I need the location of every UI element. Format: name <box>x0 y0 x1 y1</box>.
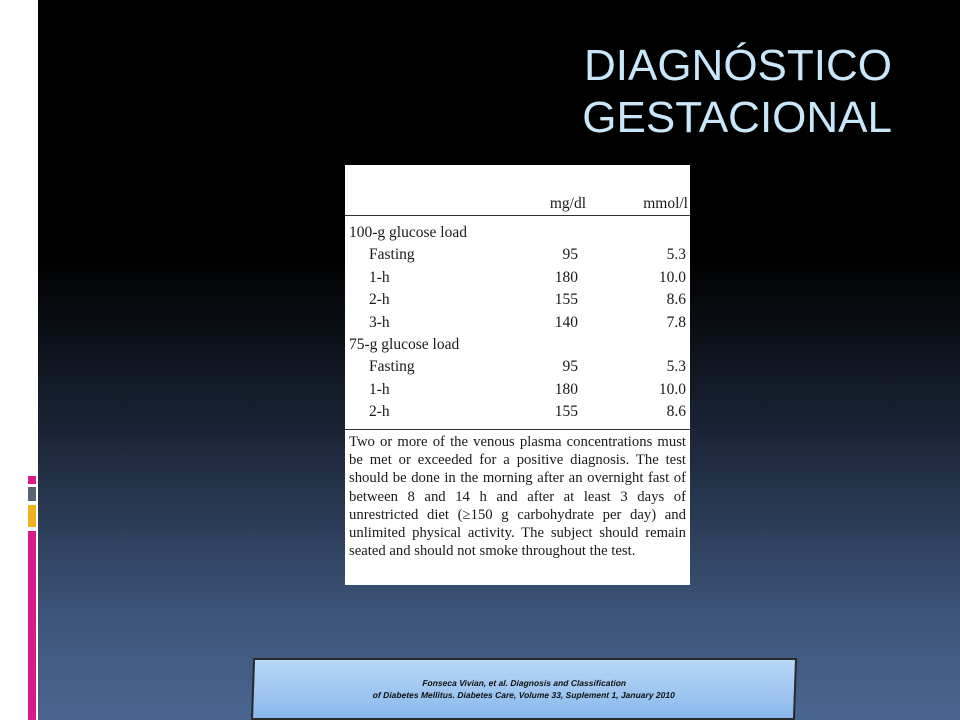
row-mmoll: 5.3 <box>666 358 686 376</box>
citation-line1: Fonseca Vivian, et al. Diagnosis and Classification <box>422 678 627 688</box>
table-row <box>345 334 690 356</box>
column-header-mgdl: mg/dl <box>549 195 586 212</box>
table-row <box>345 379 690 401</box>
row-label: 3-h <box>369 313 390 331</box>
table-row <box>345 222 690 244</box>
row-mmoll: 8.6 <box>666 291 686 309</box>
citation-banner <box>251 658 797 720</box>
row-mgdl: 180 <box>554 380 578 398</box>
row-mgdl: 155 <box>554 403 578 421</box>
citation-line2: of Diabetes Mellitus. Diabetes Care, Volume 33, Suplement 1, January 2010 <box>372 690 675 700</box>
slide-title <box>372 40 892 144</box>
glucose-criteria-table <box>345 165 690 585</box>
row-mgdl: 140 <box>554 313 578 331</box>
table-row <box>345 312 690 334</box>
row-label: Fasting <box>369 358 415 376</box>
row-mgdl: 95 <box>562 246 578 264</box>
table-row <box>345 267 690 289</box>
row-label: 2-h <box>369 291 390 309</box>
slide-title-line1: DIAGNÓSTICO <box>583 41 892 90</box>
row-label: 1-h <box>369 268 390 286</box>
row-mmoll: 8.6 <box>666 403 686 421</box>
row-label: 1-h <box>369 380 390 398</box>
row-mmoll: 10.0 <box>658 380 686 398</box>
accent-stripe-gray <box>28 487 36 501</box>
accent-stripe-pink-small <box>28 476 36 484</box>
column-header-mmoll: mmol/l <box>643 195 688 212</box>
row-mgdl: 180 <box>554 268 578 286</box>
slide-title-line2: GESTACIONAL <box>582 93 892 142</box>
row-label: 100-g glucose load <box>349 224 467 241</box>
table-row <box>345 356 690 378</box>
table-divider <box>345 429 690 430</box>
row-label: Fasting <box>369 246 415 264</box>
table-row <box>345 244 690 266</box>
table-body <box>345 216 690 424</box>
row-mmoll: 7.8 <box>666 313 686 331</box>
row-mmoll: 5.3 <box>666 246 686 264</box>
table-row <box>345 401 690 423</box>
row-label: 2-h <box>369 403 390 421</box>
row-mgdl: 155 <box>554 291 578 309</box>
row-label: 75-g glucose load <box>349 335 460 353</box>
row-mgdl: 95 <box>562 358 578 376</box>
table-row <box>345 289 690 311</box>
accent-stripe-pink-long <box>28 531 36 720</box>
table-header <box>345 165 690 216</box>
table-footnote: Two or more of the venous plasma concentrations must be met or exceeded for a positive diagnosis. The test should be done in the morning after an overnight fast of between 8 and 14 h and after at least 3 days of unrestricted diet (≥150 g carbohydrate per day) and unlimited physical activity. The subject should remain seated and should not smoke throughout the test. <box>349 434 686 560</box>
accent-stripe-yellow <box>28 505 36 527</box>
row-mmoll: 10.0 <box>658 268 686 286</box>
